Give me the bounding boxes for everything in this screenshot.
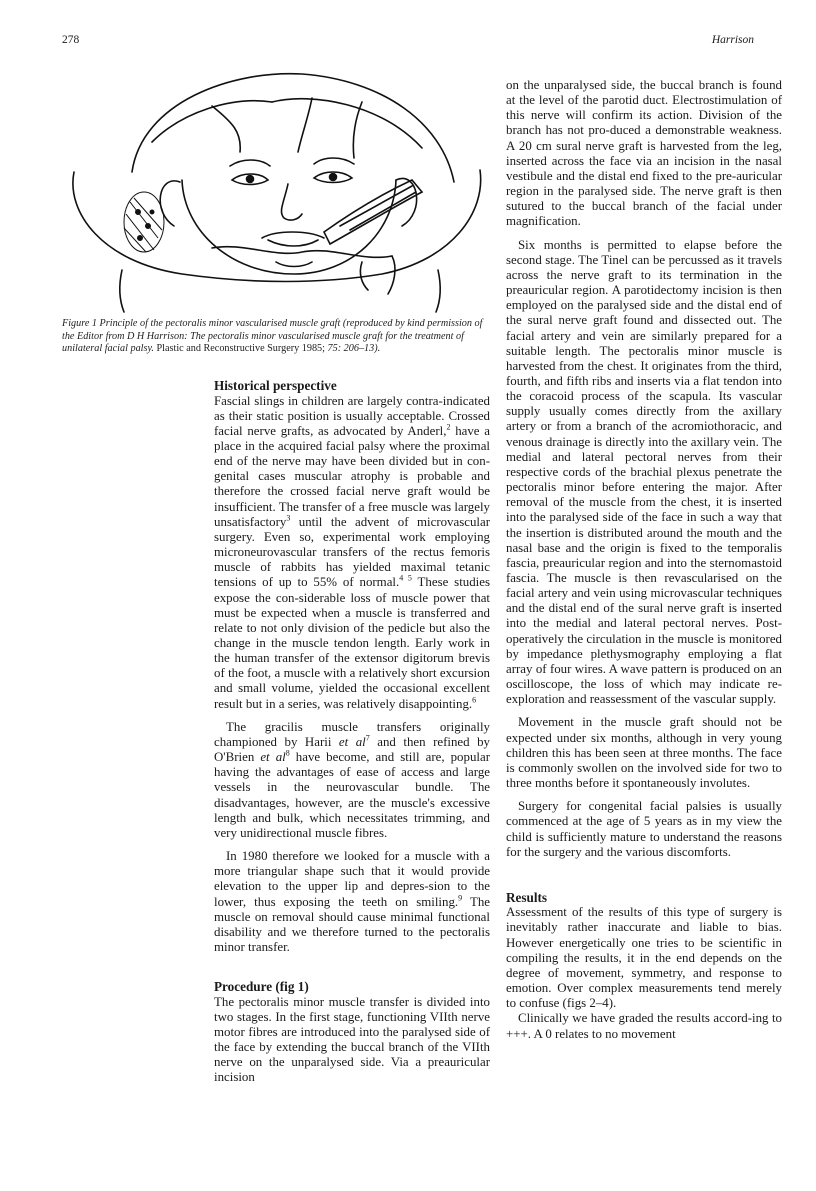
caption-journal: Plastic and Reconstructive Surgery: [156, 343, 300, 355]
running-head: [62, 34, 754, 50]
face-surgery-drawing: [62, 62, 490, 314]
nose: [281, 184, 302, 220]
muscle-graft: [324, 180, 422, 244]
paragraph-historical-1: Fascial slings in children are largely contra-indicated as their static position is usually acceptable. Crossed facial nerve grafts, as advocated by Anderl,$^2$ have a place in the acquired facial palsy where the proximal end of the nerve may have been divided but in con-genital cases muscular atrophy is probable and therefore the crossed facial nerve graft would be insufficient. The transfer of a free muscle was largely unsatisfactory$^3$ until the advent of microvascular surgery. Even so, experimental work employing microneurovascular transfers of the rectus femoris muscle of rabbits has yielded maximal tetanic tensions of up to 55% of normal.$^{4 5}$ These studies expose the con-siderable loss of muscle power that must be expected when a muscle is transferred and relate to not only division of the pedicle but also the change in the muscle tendon length. Early work in the human transfer of the extensor digitorum brevis of the foot, a muscle with a relatively short excursion and small volume, yielded the occasional excellent result but in a series, was relatively disappointing.$^6$: [214, 393, 490, 711]
paragraph-results-1: Assessment of the results of this type of surgery is inevitably rather inaccurate and liable to bias. However energetically one tries to be scientific in compiling the results, it in the end depends on the degree of movement, symmetry, and response to emotion. Over complex measurements tend merely to confuse (figs 2–4).: [506, 905, 782, 1011]
caption-volume: 75: 206–13).: [327, 343, 381, 355]
caption-text: Principle of the pectoralis minor vascularised muscle graft (reproduced by kind permission of the Editor from D H Harrison: The pectoralis minor vascularised muscle graft for the treatment of unilateral facial palsy.: [62, 318, 483, 355]
parotid-dissection: [124, 192, 164, 252]
paragraph-historical-2: The gracilis muscle transfers originally championed by Harii et $al^7$ and then refined by O'Brien et $al^8$ have become, and still are, popular having the advantages of ease of access and large vessels in the neurovascular bundle. The disadvantages, however, are the muscle's excessive length and bulk, which necessitates trimming, and very unidirectional muscle fibres.: [214, 719, 490, 840]
figure-1-illustration: [62, 62, 490, 314]
mouth: [262, 232, 324, 238]
caption-label: Figure 1: [62, 318, 97, 329]
paragraph-procedure-4: Movement in the muscle graft should not be expected under six months, although in very young children this has been seen at three months. The face is commonly swollen on the involved side for two to three months before it spontaneously involutes.: [506, 715, 782, 791]
paragraph-procedure-5: Surgery for congenital facial palsies is usually commenced at the age of 5 years as in my view the child is sufficiently mature to understand the reasons for the surgery and the various discomforts.: [506, 799, 782, 859]
heading-historical-perspective: Historical perspective: [214, 378, 337, 393]
left-ear: [160, 181, 180, 226]
heading-results: Results: [506, 889, 548, 905]
face-outline: [182, 180, 396, 274]
right-column: [506, 78, 782, 1042]
torso-outline: [73, 170, 481, 282]
heading-procedure: Procedure (fig 1): [214, 979, 309, 995]
caption-year: 1985;: [301, 343, 325, 355]
paragraph-procedure-1: The pectoralis minor muscle transfer is divided into two stages. In the first stage, functioning VIIth nerve motor fibres are introduced into the paralysed side of the face by extending the buccal branch of the VIIth nerve on the unparalysed side. Via a preauricular incision: [214, 994, 490, 1085]
paragraph-procedure-2: on the unparalysed side, the buccal branch is found at the level of the parotid duct. Electrostimulation of this nerve will confirm its action. Division of the branch has not pro-duced a demonstrable weakness. A 20 cm sural nerve graft is harvested from the leg, inserted across the face via an incision in the nasal vestibule and the distal end fixed to the pre-auricular region in the paralysed side. The nerve graft is then sutured to the buccal branch of the facial under magnification.: [506, 78, 782, 229]
paragraph-results-2: Clinically we have graded the results accord-ing to +++. A 0 relates to no movement: [506, 1011, 782, 1041]
paragraph-historical-3: In 1980 therefore we looked for a muscle with a more triangular shape such that it would provide elevation to the upper lip and depres-sion to the lower, thus exposing the teeth on smiling.$^9$ The muscle on removal should cause minimal functional disability and we therefore turned to the pectoralis minor transfer.: [214, 849, 490, 954]
left-column: [214, 378, 490, 1086]
running-author: Harrison: [711, 34, 754, 46]
figure-caption: [62, 318, 492, 356]
hair-outline: [132, 74, 454, 182]
paragraph-procedure-3: Six months is permitted to elapse before the second stage. The Tinel can be percussed as it travels across the nerve graft to its termination in the preauricular region. A parotidectomy incision is then employed on the paralysed side and the distal end of the sural nerve graft found and dissected out. The facial artery and vein are similarly prepared for a suitable length. The pectoralis minor muscle is harvested from the chest. It originates from the third, fourth, and fifth ribs and inserts via a flat tendon into the coracoid process of the scapula. Its vascular supply usually comes directly from the axillary artery or from a branch of the acromiothoracic, and venous drainage is directly into the axillary vein. The medial and lateral pectoral nerves from their respective cords of the brachial plexus penetrate the pectoralis minor before entering the major. After removal of the muscle from the chest, it is inserted into the paralysed side of the face in such a way that the insertion is distributed around the mouth and the nasal base and the origin is fixed to the temporalis fascia, preauricular region and into the sternomastoid fascia. The muscle is then revascularised on the facial artery and vein using microvascular techniques and the distal end of the sural nerve graft is inserted into the medial and lateral pectoral nerves. Post-operatively the circulation in the muscle is monitored by impedance plethysmography employing a flat array of four wires. A wave pattern is produced on an oscilloscope, the loss of which may indicate re-exploration and reassessment of the vascular supply.: [506, 237, 782, 707]
page-number: 278: [62, 34, 80, 46]
